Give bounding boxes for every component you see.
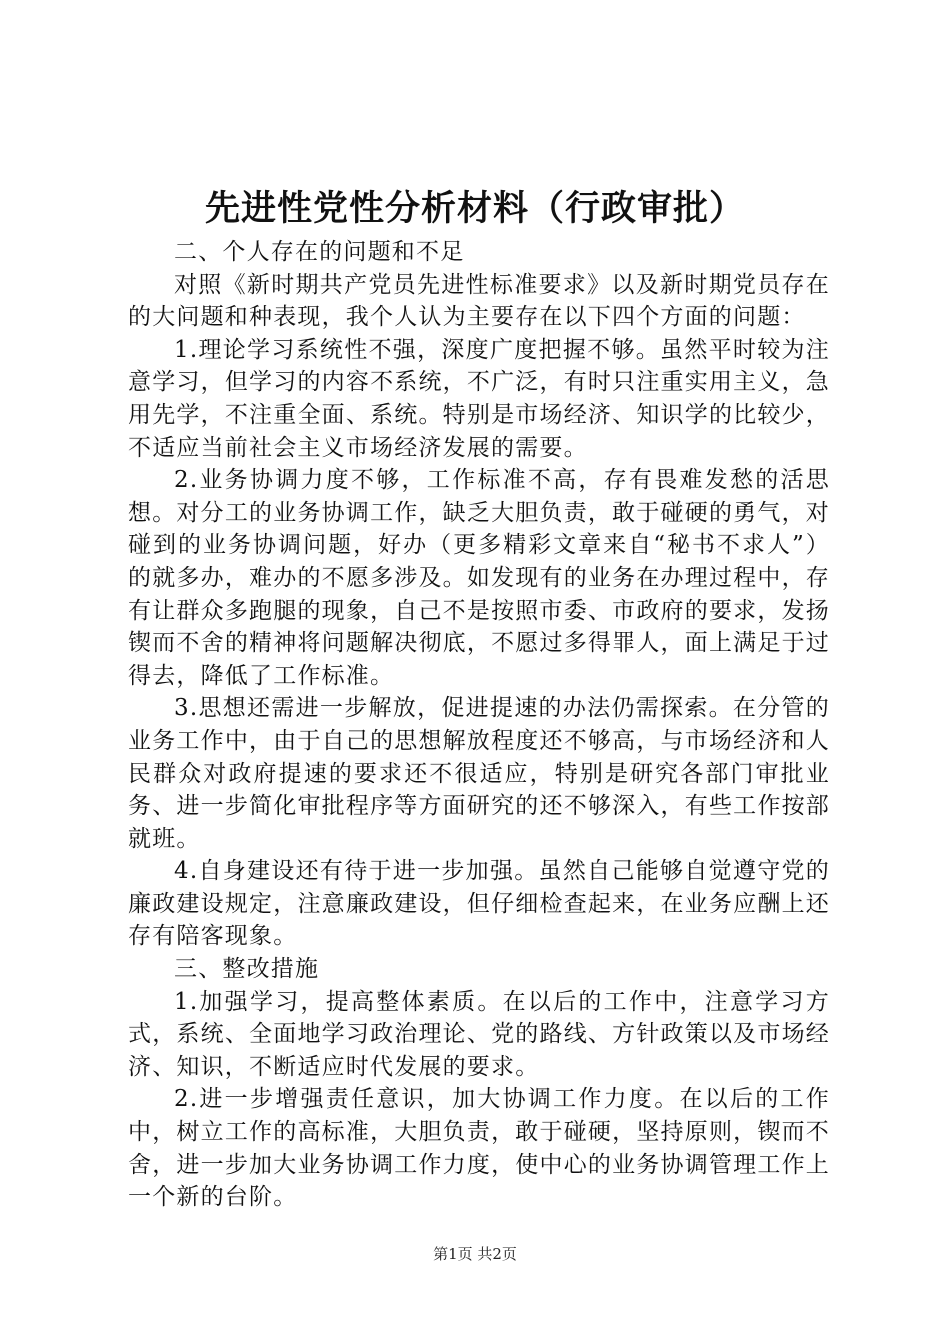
paragraph: 对照《新时期共产党员先进性标准要求》以及新时期党员存在的大问题和种表现，我个人认为主要存在以下四个方面的问题： [128, 271, 830, 331]
paragraph: 2.业务协调力度不够，工作标准不高，存有畏难发愁的活思想。对分工的业务协调工作，缺乏大胆负责，敢于碰硬的勇气，对碰到的业务协调问题，好办（更多精彩文章来自“秘书不求人”）的就多办，难办的不愿多涉及。如发现有的业务在办理过程中，存有让群众多跑腿的现象，自己不是按照市委、市政府的要求，发扬锲而不舍的精神将问题解决彻底，不愿过多得罪人，面上满足于过得去，降低了工作标准。 [128, 467, 830, 689]
paragraph: 1.理论学习系统性不强，深度广度把握不够。虽然平时较为注意学习，但学习的内容不系统，不广泛，有时只注重实用主义，急用先学，不注重全面、系统。特别是市场经济、知识学的比较少，不适应当前社会主义市场经济发展的需要。 [128, 336, 830, 461]
paragraph: 3.思想还需进一步解放，促进提速的办法仍需探索。在分管的业务工作中，由于自己的思想解放程度还不够高，与市场经济和人民群众对政府提速的要求还不很适应，特别是研究各部门审批业务、进一步简化审批程序等方面研究的还不够深入，有些工作按部就班。 [128, 695, 830, 852]
section-heading: 三、整改措施 [174, 956, 320, 983]
document-title: 先进性党性分析材料（行政审批） [204, 188, 745, 229]
document-body [128, 236, 830, 1214]
paragraph: 1.加强学习，提高整体素质。在以后的工作中，注意学习方式，系统、全面地学习政治理论、党的路线、方针政策以及市场经济、知识，不断适应时代发展的要求。 [128, 988, 830, 1080]
page-number-footer: 第1页 共2页 [433, 1245, 517, 1263]
paragraph: 2.进一步增强责任意识，加大协调工作力度。在以后的工作中，树立工作的高标准，大胆负责，敢于碰硬，坚持原则，锲而不舍，进一步加大业务协调工作力度，使中心的业务协调管理工作上一个新的台阶。 [128, 1086, 830, 1211]
paragraph: 4.自身建设还有待于进一步加强。虽然自己能够自觉遵守党的廉政建设规定，注意廉政建设，但仔细检查起来，在业务应酬上还存有陪客现象。 [128, 858, 830, 950]
section-heading: 二、个人存在的问题和不足 [174, 239, 465, 265]
